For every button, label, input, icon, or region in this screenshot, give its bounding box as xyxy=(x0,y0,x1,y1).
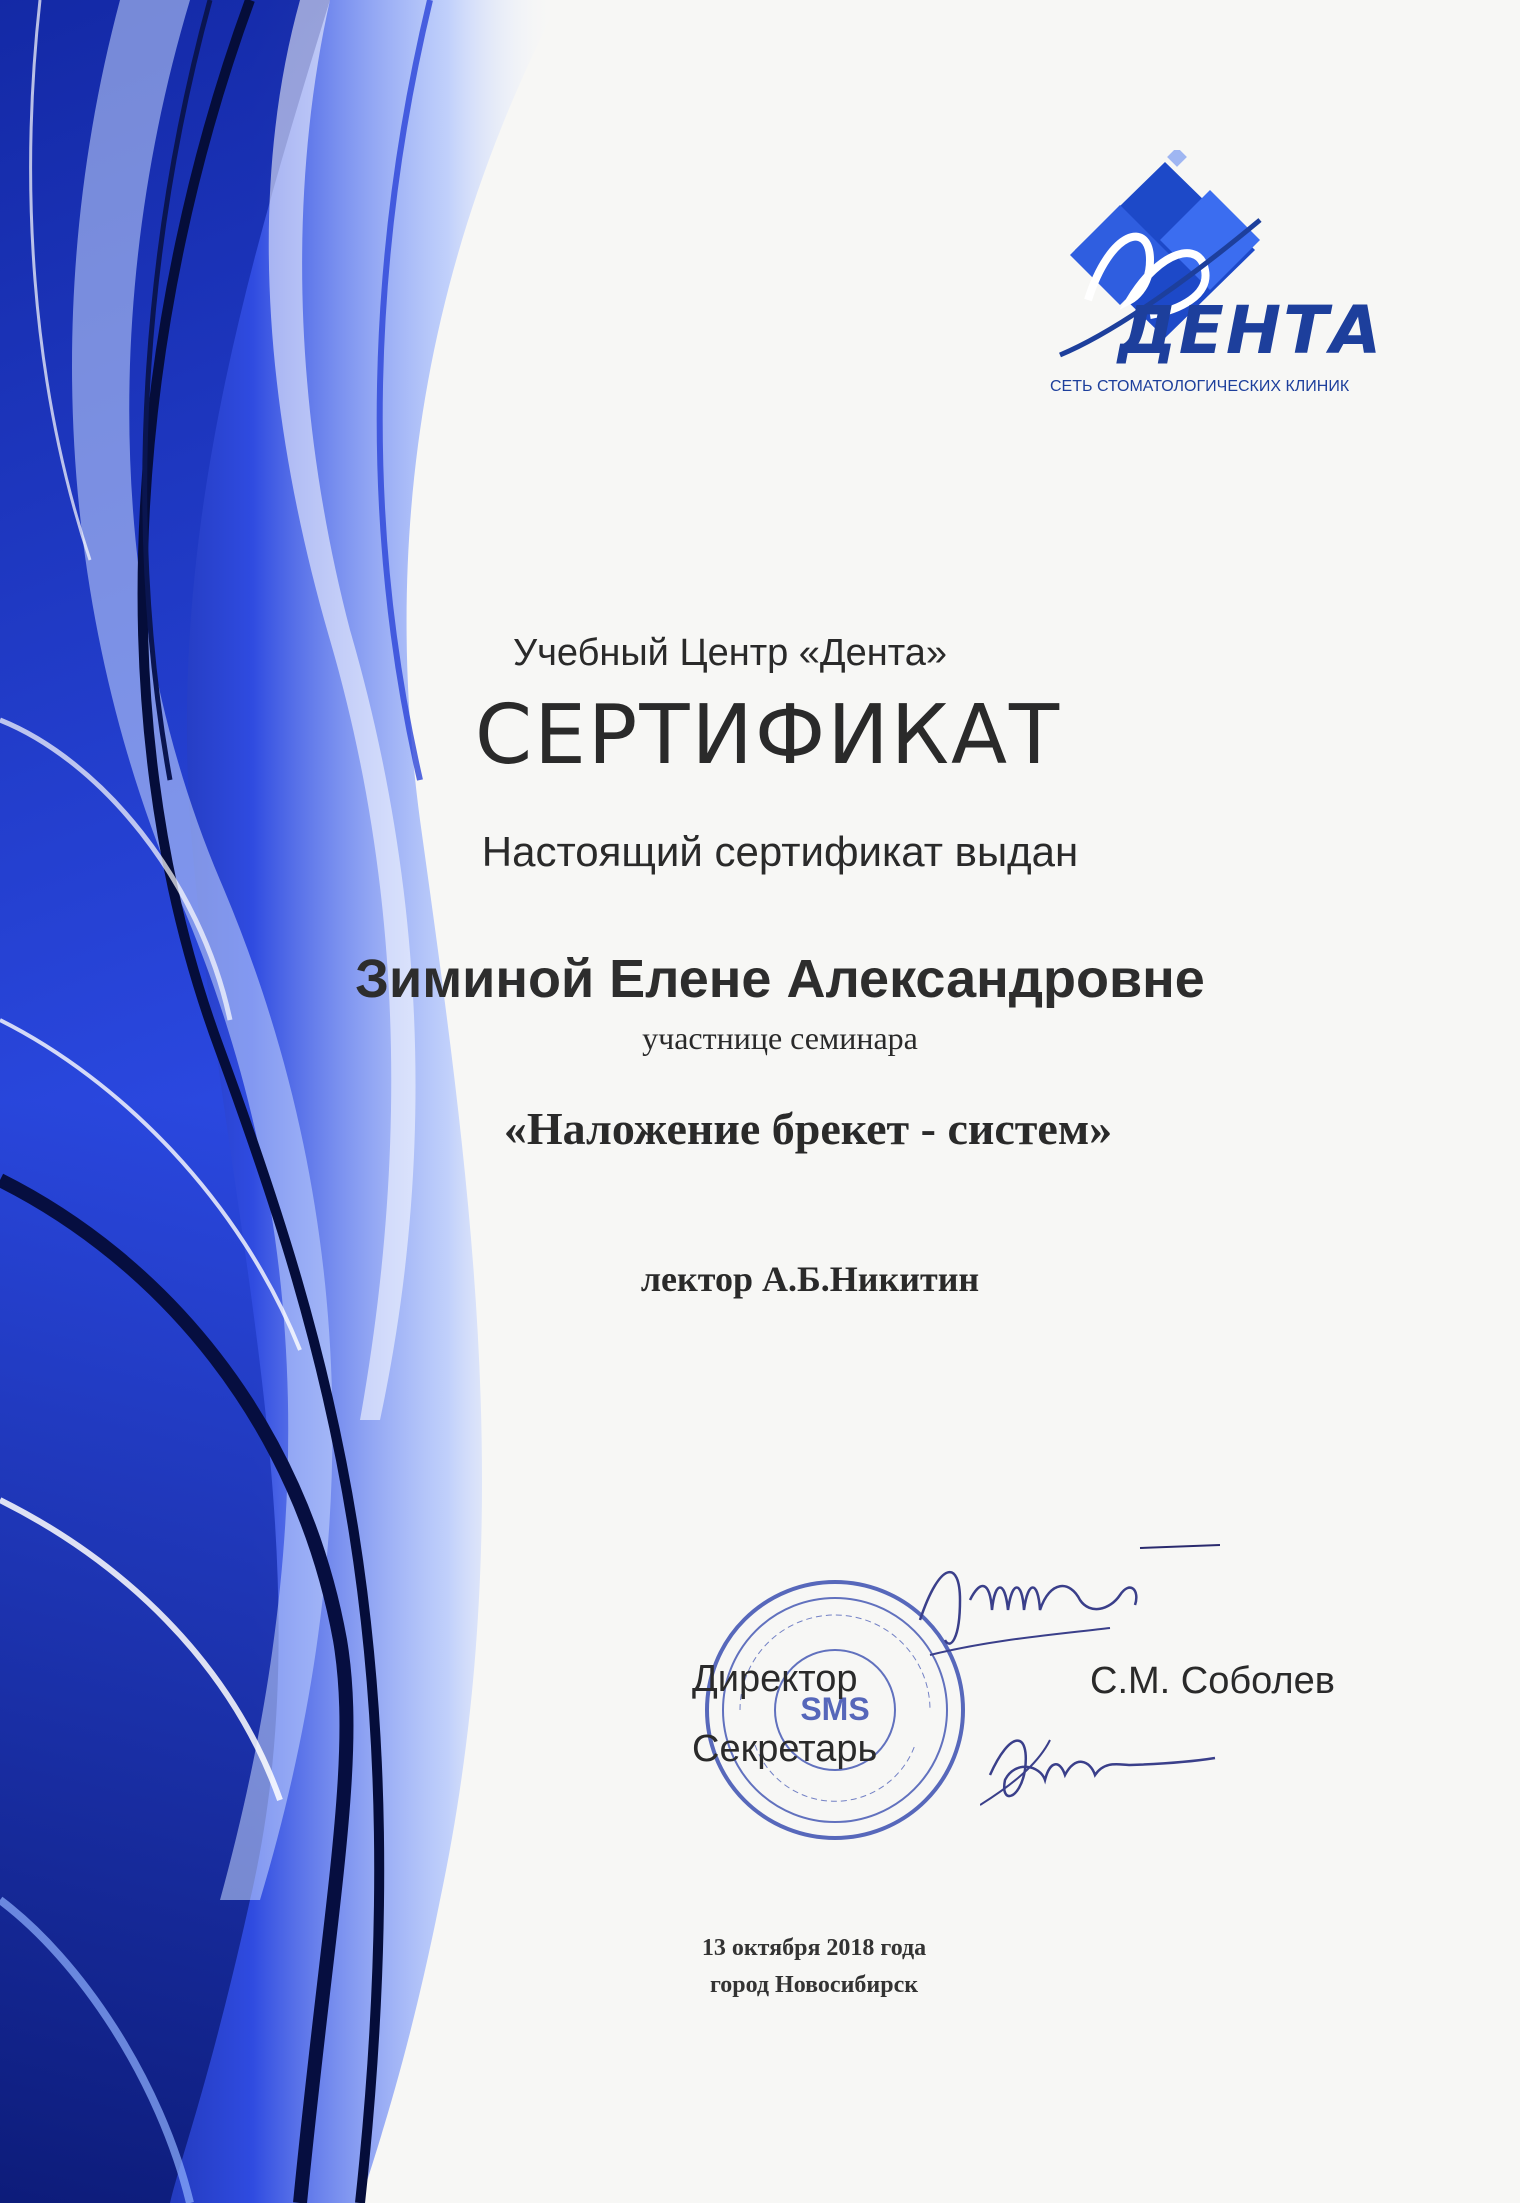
director-label: Директор xyxy=(692,1658,858,1700)
stamp-center-text: SMS xyxy=(800,1691,870,1727)
issue-city: город Новосибирск xyxy=(709,1972,919,1998)
certificate-title: СЕРТИФИКАТ xyxy=(474,688,1062,783)
denta-logo xyxy=(1000,150,1384,410)
recipient-name: Зиминой Елене Александровне xyxy=(355,949,1205,1009)
logo-wordmark: ДЕНТА xyxy=(1118,292,1384,369)
secretary-signature xyxy=(980,1720,1220,1820)
issue-date: 13 октября 2018 года xyxy=(701,1935,927,1961)
director-name: С.М. Соболев xyxy=(1090,1660,1335,1702)
director-signature xyxy=(900,1540,1220,1690)
lecturer-line: лектор А.Б.Никитин xyxy=(640,1259,980,1299)
organization-name: Учебный Центр «Дента» xyxy=(512,632,948,674)
participant-role: участнице семинара xyxy=(642,1020,918,1056)
logo-tagline: СЕТЬ СТОМАТОЛОГИЧЕСКИХ КЛИНИК xyxy=(1050,378,1350,395)
seminar-title: «Наложение брекет - систем» xyxy=(503,1103,1113,1154)
issued-statement: Настоящий сертификат выдан xyxy=(481,828,1079,875)
denta-logo-mark xyxy=(1000,150,1370,410)
secretary-label: Секретарь xyxy=(692,1728,878,1770)
